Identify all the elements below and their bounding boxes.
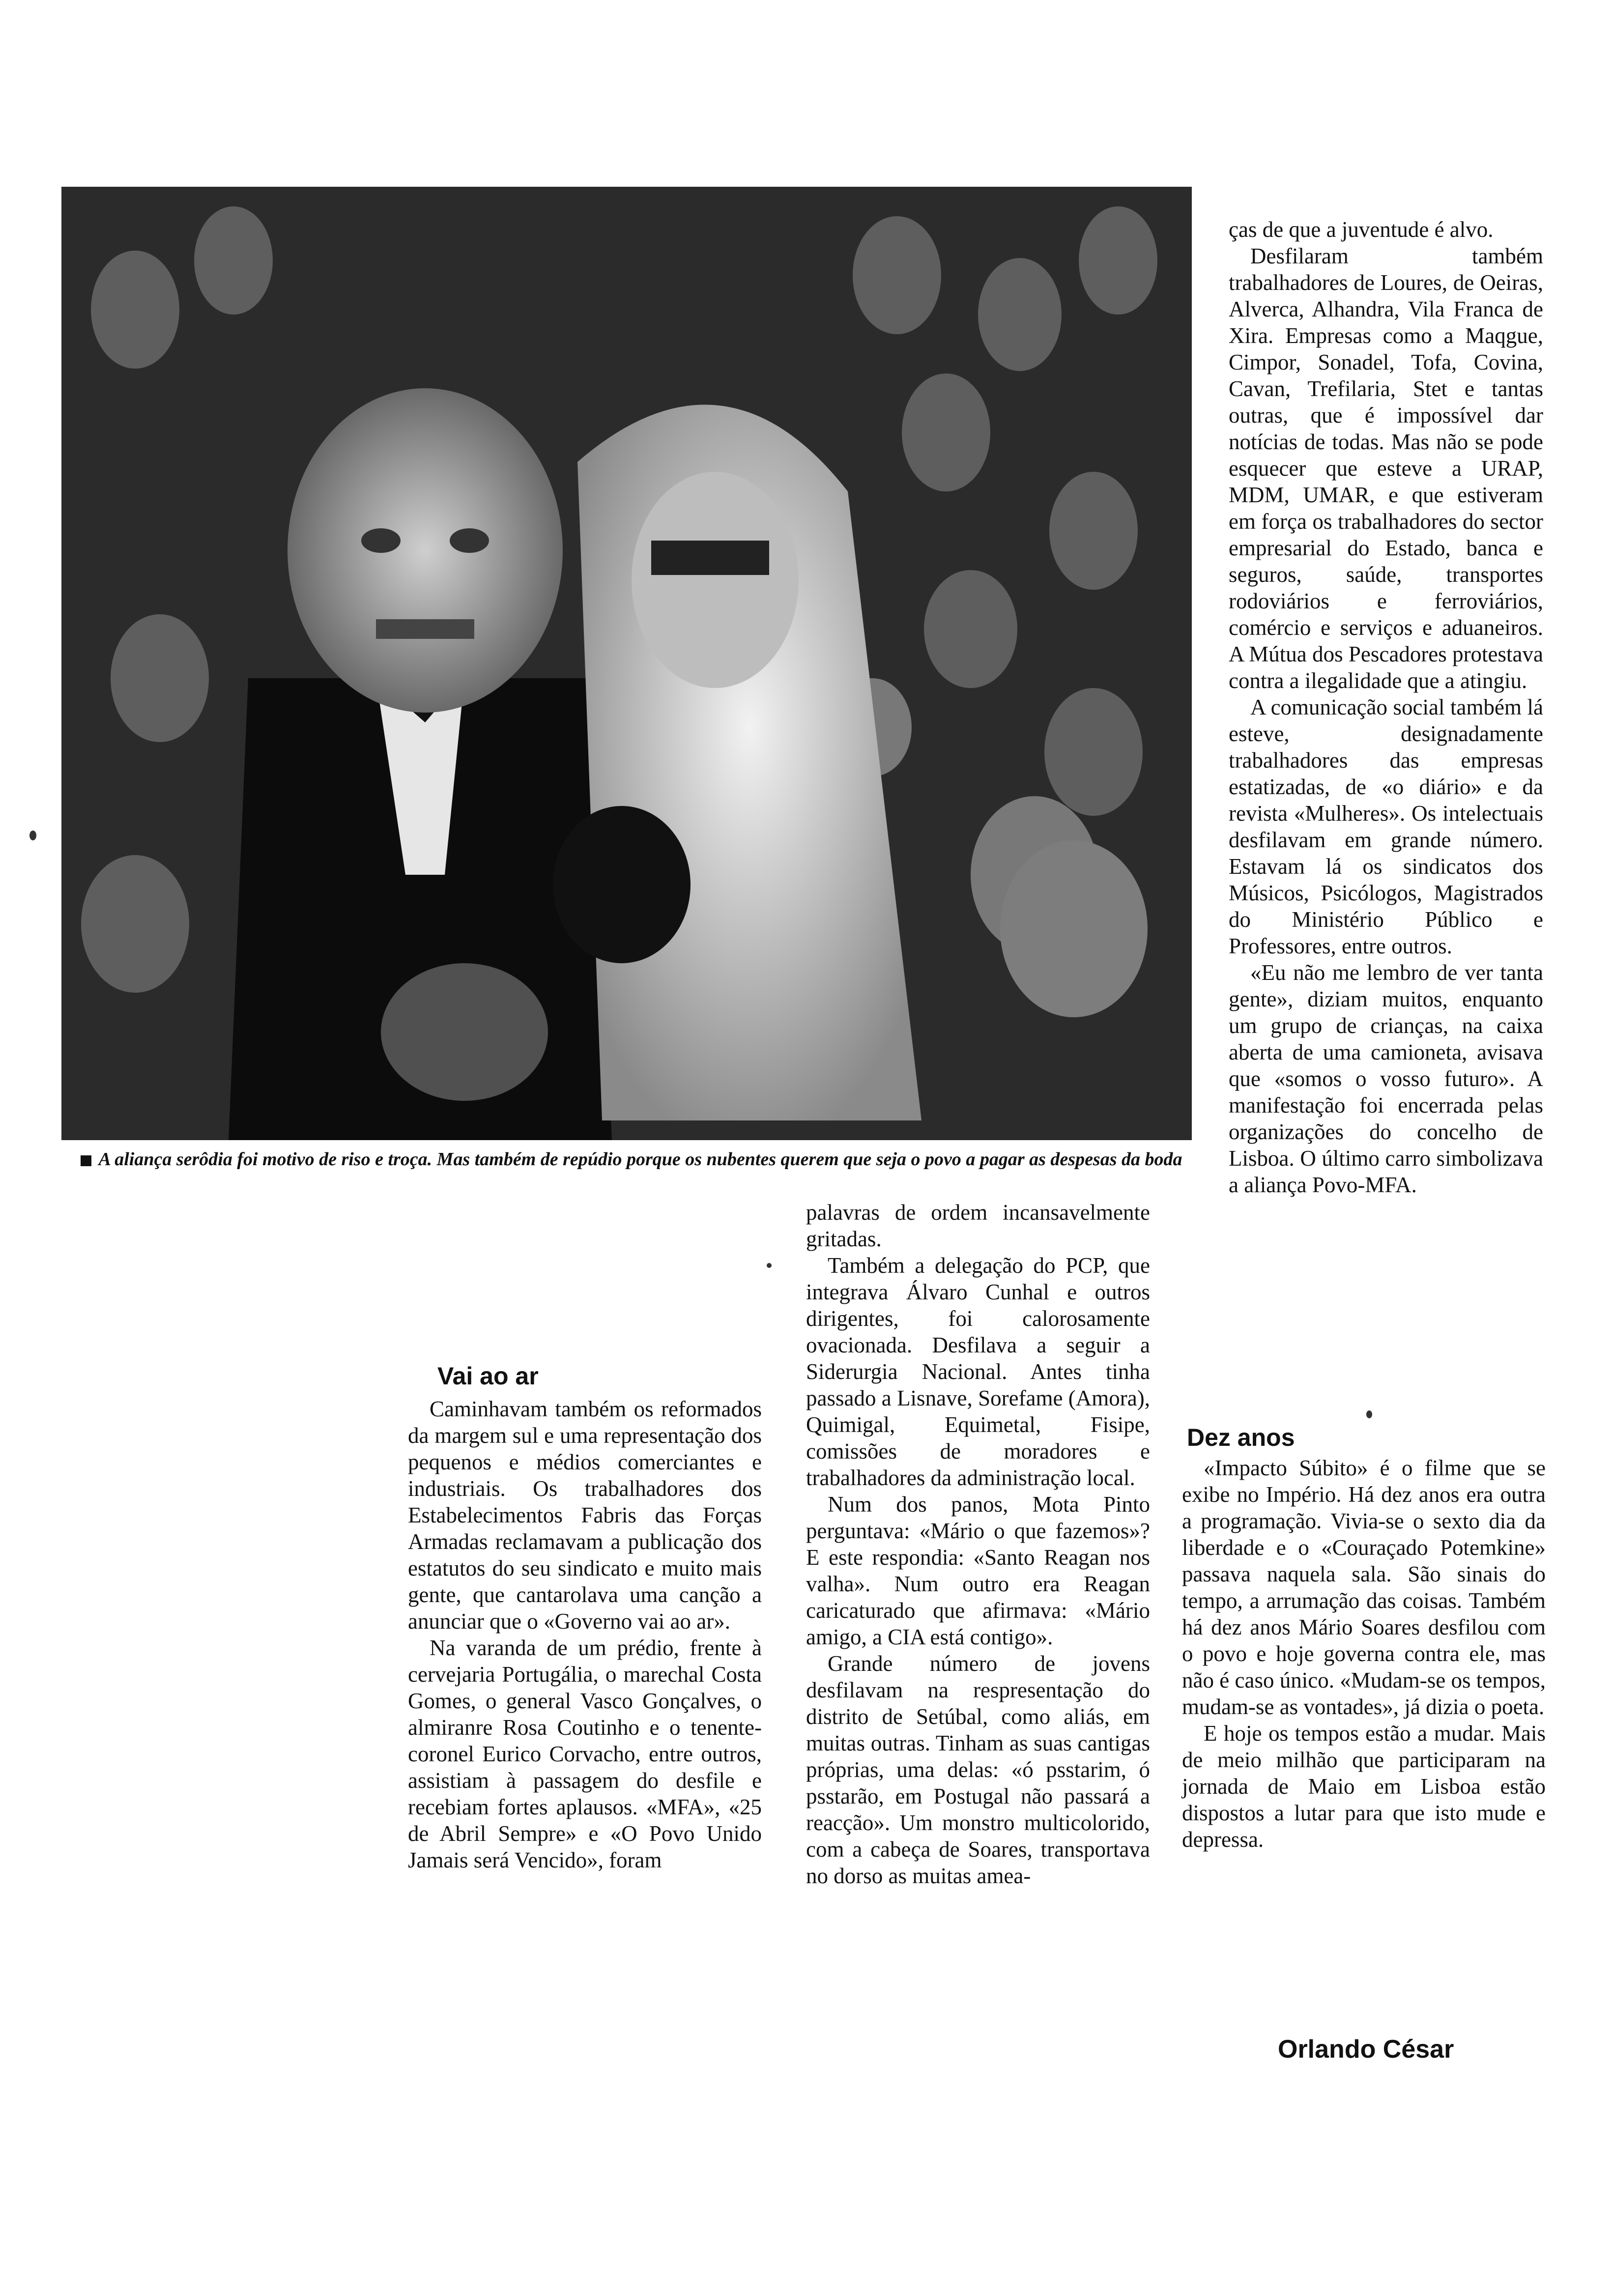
caption-text: A aliança serôdia foi motivo de riso e troça. Mas também de repúdio porque os nubentes querem que seja o povo a pagar as despesas da boda: [98, 1149, 1182, 1170]
paragraph: «Eu não me lembro de ver tanta gente», diziam muitos, enquanto um grupo de crianças, na caixa aberta de uma camioneta, avisava que «somos o vosso futuro». A manifestação foi encerrada pelas organizações do concelho de Lisboa. O último carro simbolizava a aliança Povo-MFA.: [1229, 960, 1543, 1197]
article-column-right-top: [1229, 216, 1543, 1198]
paragraph: Desfilaram também trabalhadores de Loures, de Oeiras, Alverca, Alhandra, Vila Franca de Xira. Empresas como a Maqgue, Cimpor, Sonadel, Tofa, Covina, Cavan, Trefilaria, Stet e tantas outras, que é impossível dar notícias de todas. Mas não se pode esquecer que esteve a URAP, MDM, UMAR, e que estiveram em força os trabalhadores do sector empresarial do Estado, banca e seguros, saúde, transportes rodoviários e ferroviários, comércio e serviços e aduaneiros. A Mútua dos Pescadores protestava contra a ilegalidade que a atingiu.: [1229, 244, 1543, 693]
paragraph: Num dos panos, Mota Pinto perguntava: «Mário o que fazemos»? E este respondia: «Santo Reagan nos valha». Num outro era Reagan caricaturado que afirmava: «Mário amigo, a CIA está contigo».: [806, 1492, 1150, 1649]
paragraph: E hoje os tempos estão a mudar. Mais de meio milhão que participaram na jornada de Maio em Lisboa estão dispostos a lutar para que isto mude e depressa.: [1182, 1721, 1546, 1852]
scan-speck: [1366, 1410, 1372, 1418]
author-byline: Orlando César: [1278, 2035, 1454, 2064]
paragraph: palavras de ordem incansavelmente gritadas.: [806, 1200, 1150, 1251]
subheading-dez-anos: Dez anos: [1187, 1424, 1295, 1451]
news-photo: [61, 187, 1192, 1140]
paragraph: «Impacto Súbito» é o filme que se exibe no Império. Há dez anos era outra a programação. Vivia-se o sexto dia da liberdade e o «Couraçado Potemkine» passava naquela sala. São sinais do tempo, a arrumação das coisas. Também há dez anos Mário Soares desfilou com o povo e hoje governa contra ele, mas não é caso único. «Mudam-se os tempos, mudam-se as vontades», já dizia o poeta.: [1182, 1456, 1546, 1719]
article-column-right-bottom: [1182, 1455, 1546, 1853]
subheading-vai-ao-ar: Vai ao ar: [437, 1362, 539, 1390]
paragraph: Na varanda de um prédio, frente à cervejaria Portugália, o marechal Costa Gomes, o general Vasco Gonçalves, o almiranre Rosa Coutinho e o tenente-coronel Eurico Corvacho, entre outros, assistiam à passagem do desfile e recebiam fortes aplausos. «MFA», «25 de Abril Sempre» e «O Povo Unido Jamais será Vencido», foram: [408, 1636, 762, 1872]
photo-caption: [59, 1148, 1204, 1171]
paragraph: ças de que a juventude é alvo.: [1229, 217, 1494, 242]
article-column-left: [408, 1396, 762, 1873]
paragraph: Caminhavam também os reformados da margem sul e uma representação dos pequenos e médios comerciantes e industriais. Os trabalhadores dos Estabelecimentos Fabris das Forças Armadas reclamavam a publicação dos estatutos do seu sindicato e muito mais gente, que cantarolava uma canção a anunciar que o «Governo vai ao ar».: [408, 1397, 762, 1634]
article-column-middle: [806, 1199, 1150, 1889]
scan-speck: [29, 831, 36, 840]
scan-speck: [767, 1263, 772, 1268]
caption-bullet-icon: [81, 1155, 91, 1166]
parade-crowd-photo: [61, 187, 1192, 1140]
paragraph: A comunicação social também lá esteve, designadamente trabalhadores das empresas estatizadas, de «o diário» e da revista «Mulheres». Os intelectuais desfilavam em grande número. Estavam lá os sindicatos dos Músicos, Psicólogos, Magistrados do Ministério Público e Professores, entre outros.: [1229, 695, 1543, 958]
paragraph: Também a delegação do PCP, que integrava Álvaro Cunhal e outros dirigentes, foi calorosamente ovacionada. Desfilava a seguir a Siderurgia Nacional. Antes tinha passado a Lisnave, Sorefame (Amora), Quimigal, Equimetal, Fisipe, comissões de moradores e trabalhadores da administração local.: [806, 1253, 1150, 1490]
paragraph: Grande número de jovens desfilavam na respresentação do distrito de Setúbal, como aliás, em muitas outras. Tinham as suas cantigas próprias, uma delas: «ó psstarim, ó psstarão, em Postugal não passará a reacção». Um monstro multicolorido, com a cabeça de Soares, transportava no dorso as muitas amea-: [806, 1651, 1150, 1888]
